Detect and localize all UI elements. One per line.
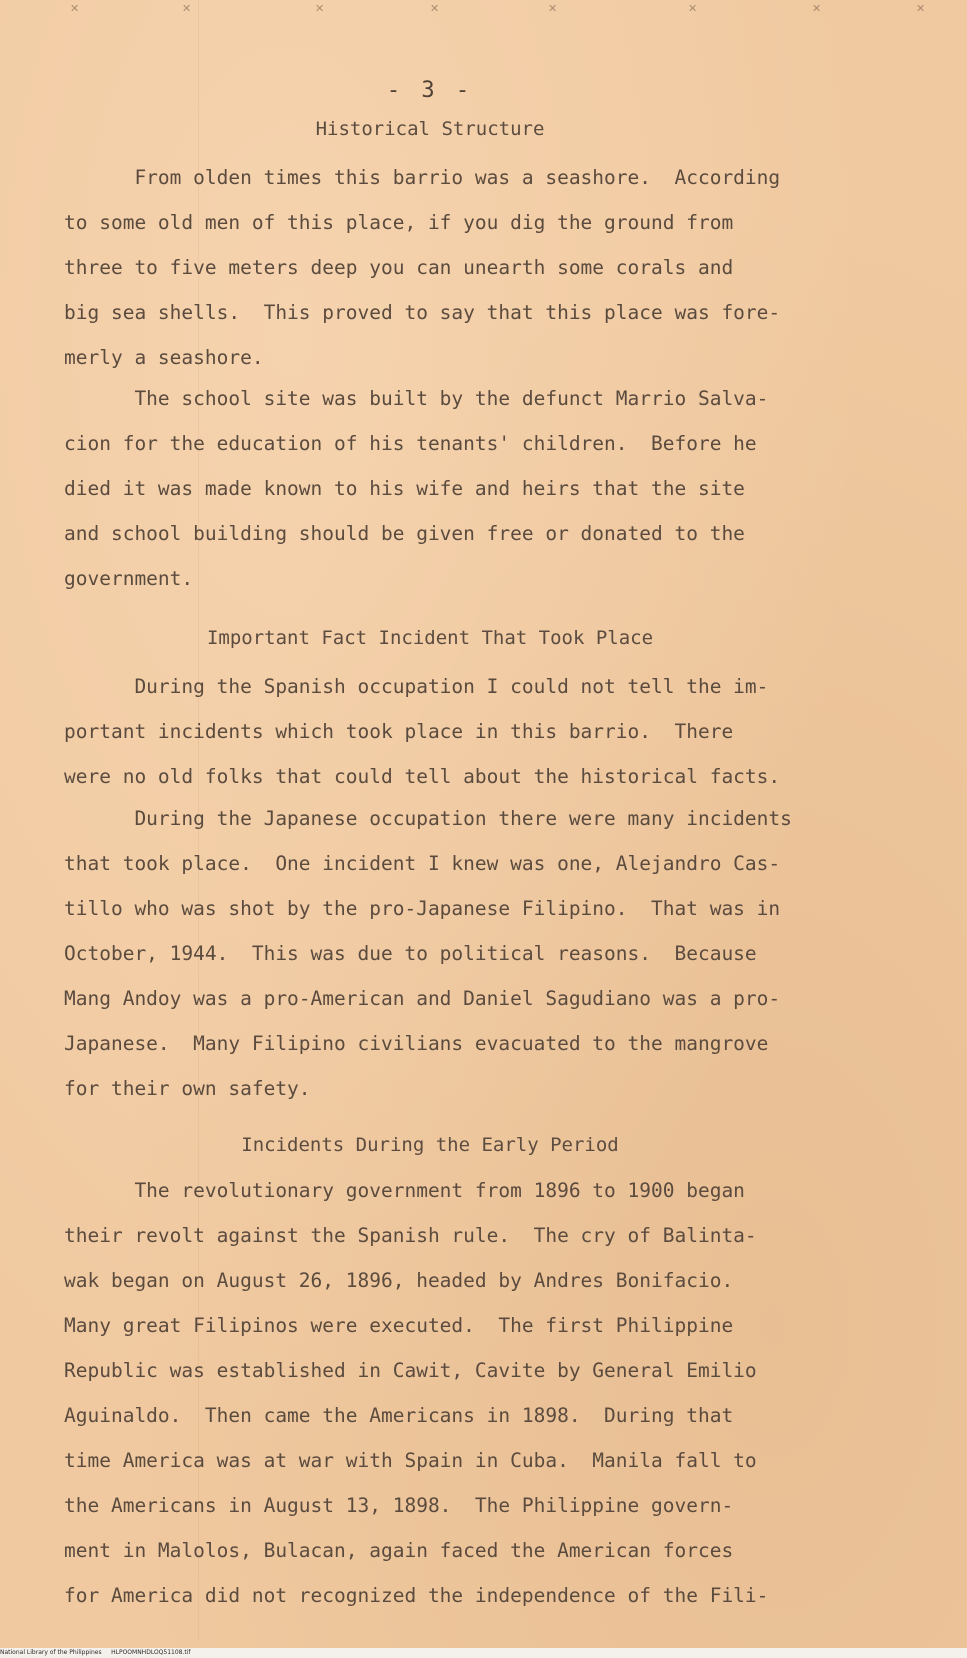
text-line: wak began on August 26, 1896, headed by Andres Bonifacio. [64,1269,734,1292]
paragraph-spanish-occupation [64,664,864,799]
text-line: October, 1944. This was due to political reasons. Because [64,942,757,965]
paragraph-school-site [64,376,864,601]
text-line: ment in Malolos, Bulacan, again faced the American forces [64,1539,734,1562]
text-line: tillo who was shot by the pro-Japanese Filipino. That was in [64,897,781,920]
text-line: that took place. One incident I knew was one, Alejandro Cas- [64,852,781,875]
paragraph-revolutionary-government [64,1168,864,1618]
paragraph-seashore [64,155,864,380]
text-line: their revolt against the Spanish rule. The cry of Balinta- [64,1224,757,1247]
text-line: Japanese. Many Filipino civilians evacuated to the mangrove [64,1032,769,1055]
punch-mark: ✕ [315,2,325,15]
punch-marks [0,2,967,16]
text-line: to some old men of this place, if you dig the ground from [64,211,734,234]
page-number: - 3 - [386,78,474,103]
section-heading-early-period: Incidents During the Early Period [241,1134,619,1156]
text-line: were no old folks that could tell about the historical facts. [64,765,781,788]
text-line: died it was made known to his wife and heirs that the site [64,477,745,500]
section-heading-important-fact: Important Fact Incident That Took Place [206,627,654,649]
text-line: Many great Filipinos were executed. The first Philippine [64,1314,734,1337]
text-line: During the Spanish occupation I could not tell the im- [64,675,769,698]
text-line: and school building should be given free or donated to the [64,522,745,545]
text-line: cion for the education of his tenants' children. Before he [64,432,757,455]
text-line: three to five meters deep you can unearth some corals and [64,256,734,279]
text-line: for America did not recognized the independence of the Fili- [64,1584,769,1607]
text-line: merly a seashore. [64,346,264,369]
punch-mark: ✕ [430,2,440,15]
text-line: time America was at war with Spain in Cuba. Manila fall to [64,1449,757,1472]
text-line: Republic was established in Cawit, Cavite by General Emilio [64,1359,757,1382]
text-line: portant incidents which took place in this barrio. There [64,720,734,743]
text-line: During the Japanese occupation there were many incidents [64,807,792,830]
text-line: government. [64,567,194,590]
paragraph-japanese-occupation [64,796,864,1111]
text-line: the Americans in August 13, 1898. The Philippine govern- [64,1494,734,1517]
punch-mark: ✕ [812,2,822,15]
section-heading-historical-structure: Historical Structure [315,118,545,140]
scan-source-footer: National Library of the Philippines HLPOOMNHDLOQ51108.tif [0,1648,967,1658]
text-line: Aguinaldo. Then came the Americans in 1898. During that [64,1404,734,1427]
text-line: Mang Andoy was a pro-American and Daniel Sagudiano was a pro- [64,987,781,1010]
text-line: The revolutionary government from 1896 to 1900 began [64,1179,745,1202]
text-line: for their own safety. [64,1077,311,1100]
punch-mark: ✕ [70,2,80,15]
punch-mark: ✕ [916,2,926,15]
text-line: From olden times this barrio was a seashore. According [64,166,781,189]
text-line: big sea shells. This proved to say that this place was fore- [64,301,781,324]
text-line: The school site was built by the defunct Marrio Salva- [64,387,769,410]
punch-mark: ✕ [182,2,192,15]
punch-mark: ✕ [548,2,558,15]
punch-mark: ✕ [688,2,698,15]
